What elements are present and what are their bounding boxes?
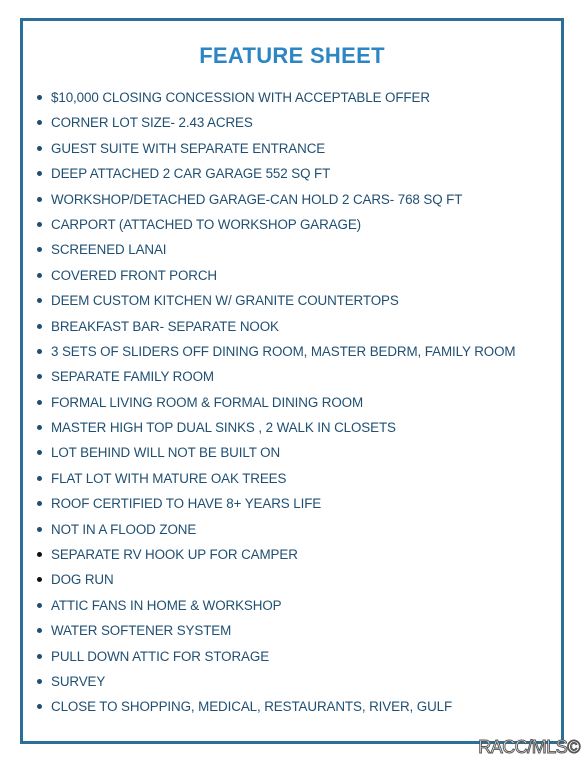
feature-text: SEPARATE FAMILY ROOM bbox=[51, 369, 214, 385]
bullet-icon bbox=[37, 400, 42, 405]
bullet-icon bbox=[37, 603, 42, 608]
feature-text: PULL DOWN ATTIC FOR STORAGE bbox=[51, 648, 270, 664]
feature-text: NOT IN A FLOOD ZONE bbox=[51, 521, 197, 537]
feature-text: CORNER LOT SIZE- 2.43 ACRES bbox=[51, 115, 253, 131]
feature-text: DEEM CUSTOM KITCHEN W/ GRANITE COUNTERTOPS bbox=[51, 293, 399, 309]
bullet-icon bbox=[37, 654, 42, 659]
mls-watermark: RACC/MLS© bbox=[478, 737, 580, 757]
feature-text: DOG RUN bbox=[51, 572, 114, 588]
feature-text: CLOSE TO SHOPPING, MEDICAL, RESTAURANTS, RIVER, GULF bbox=[51, 699, 453, 715]
feature-text: SCREENED LANAI bbox=[51, 242, 167, 258]
feature-text: COVERED FRONT PORCH bbox=[51, 267, 217, 283]
feature-text: SEPARATE RV HOOK UP FOR CAMPER bbox=[51, 547, 298, 563]
feature-text: 3 SETS OF SLIDERS OFF DINING ROOM, MASTER BEDRM, FAMILY ROOM bbox=[51, 343, 516, 359]
bullet-icon bbox=[37, 324, 42, 329]
sheet-title: FEATURE SHEET bbox=[199, 43, 385, 68]
bullet-icon bbox=[37, 298, 42, 303]
bullet-icon bbox=[37, 374, 42, 379]
feature-text: ATTIC FANS IN HOME & WORKSHOP bbox=[51, 597, 282, 613]
feature-text: CARPORT (ATTACHED TO WORKSHOP GARAGE) bbox=[51, 216, 362, 232]
bullet-icon bbox=[37, 450, 42, 455]
bullet-icon bbox=[37, 552, 42, 557]
feature-text: GUEST SUITE WITH SEPARATE ENTRANCE bbox=[51, 140, 326, 156]
bullet-icon bbox=[37, 476, 42, 481]
bullet-icon bbox=[37, 679, 42, 684]
feature-text: $10,000 CLOSING CONCESSION WITH ACCEPTABLE OFFER bbox=[51, 90, 430, 105]
bullet-icon bbox=[37, 146, 42, 151]
bullet-icon bbox=[37, 247, 42, 252]
bullet-icon bbox=[37, 527, 42, 532]
bullet-icon bbox=[37, 222, 42, 227]
feature-text: MASTER HIGH TOP DUAL SINKS , 2 WALK IN CLOSETS bbox=[51, 420, 396, 436]
bullet-icon bbox=[37, 425, 42, 430]
bullet-icon bbox=[37, 704, 42, 709]
bullet-icon bbox=[37, 120, 42, 125]
feature-text: LOT BEHIND WILL NOT BE BUILT ON bbox=[51, 445, 281, 461]
feature-text: WATER SOFTENER SYSTEM bbox=[51, 623, 232, 639]
feature-text: ROOF CERTIFIED TO HAVE 8+ YEARS LIFE bbox=[51, 496, 322, 512]
feature-sheet-frame bbox=[20, 18, 564, 744]
bullet-icon bbox=[37, 501, 42, 506]
feature-text: DEEP ATTACHED 2 CAR GARAGE 552 SQ FT bbox=[51, 166, 331, 182]
feature-text: WORKSHOP/DETACHED GARAGE-CAN HOLD 2 CARS- 768 SQ FT bbox=[51, 191, 463, 207]
bullet-icon bbox=[37, 95, 42, 100]
bullet-icon bbox=[37, 577, 42, 582]
bullet-icon bbox=[37, 628, 42, 633]
feature-text: BREAKFAST BAR- SEPARATE NOOK bbox=[51, 318, 279, 334]
feature-text: FLAT LOT WITH MATURE OAK TREES bbox=[51, 470, 287, 486]
bullet-icon bbox=[37, 171, 42, 176]
feature-text: SURVEY bbox=[51, 673, 106, 689]
bullet-icon bbox=[37, 349, 42, 354]
bullet-icon bbox=[37, 273, 42, 278]
bullet-icon bbox=[37, 197, 42, 202]
feature-text: FORMAL LIVING ROOM & FORMAL DINING ROOM bbox=[51, 394, 364, 410]
